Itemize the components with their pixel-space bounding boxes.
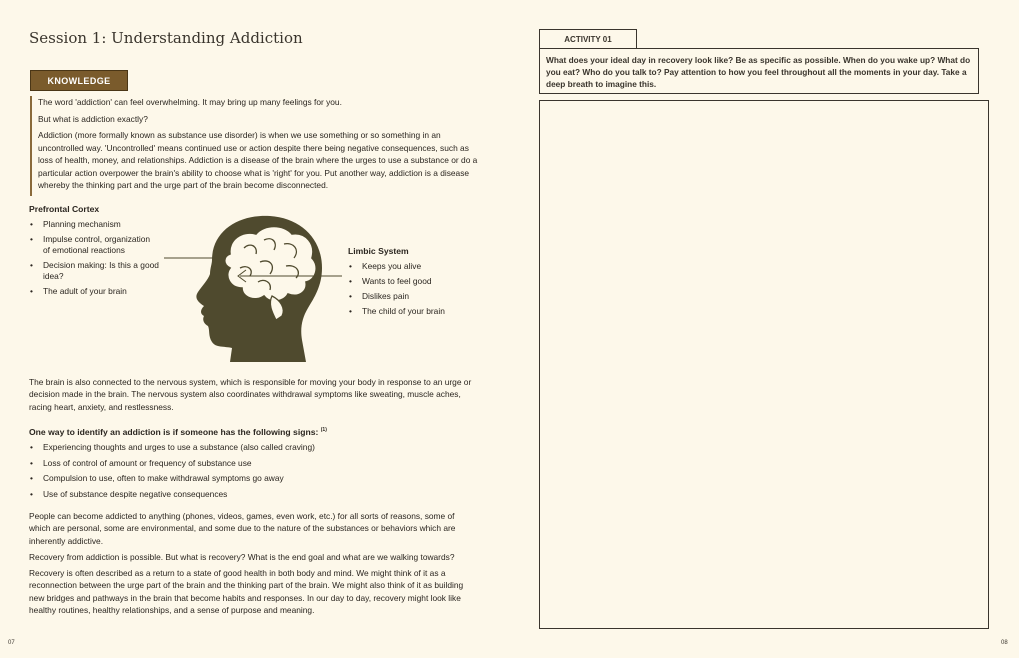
paragraph: Recovery is often described as a return to a state of good health in both body and mind. We might think of it as a reconnection between the urge part of the brain and the thinking part of the brain. We might also think of it as building new bridges and pathways in the brain that become habits and responses. In our day to day, recovery might look like healthy routines, healthy relationships, and a sense of purpose and meaning. [29, 568, 464, 616]
head-with-brain-icon [160, 212, 350, 364]
signs-title-text: One way to identify an addiction is if someone has the following signs: [29, 426, 319, 437]
page-number-left: 07 [8, 640, 15, 646]
left-page [0, 0, 509, 658]
list-item: • Decision making: Is this a good idea? [29, 260, 159, 282]
knowledge-badge: KNOWLEDGE [30, 70, 128, 91]
list-item: • Loss of control of amount or frequency of substance use [29, 458, 477, 469]
list-item: • Planning mechanism [29, 219, 159, 230]
page-title: Session 1: Understanding Addiction [29, 29, 303, 47]
knowledge-paragraph: Addiction (more formally known as substance use disorder) is when we use something or so something in an uncontrolled way. 'Uncontrolled' means continued use or action despite there being negative consequences, such as loss of health, money, and relationships. Addiction is a disease of the brain where the urges to use a substance or do a particular action overpower the brain's ability to choose what is 'right' for you. Put another way, addiction is a disease whereby the thinking part and the urge part of the brain become disconnected. [38, 130, 478, 190]
prefrontal-title: Prefrontal Cortex [29, 204, 100, 214]
signs-title [29, 424, 477, 438]
nervous-system-paragraph [29, 376, 477, 417]
list-item: • Dislikes pain [348, 291, 478, 302]
footnote-marker: (1) [320, 427, 327, 433]
prefrontal-cortex-list [29, 204, 159, 301]
list-item: • The adult of your brain [29, 286, 159, 297]
knowledge-block [30, 96, 486, 196]
list-item: • Wants to feel good [348, 276, 478, 287]
addiction-signs [29, 424, 477, 504]
list-item: • Keeps you alive [348, 261, 478, 272]
paragraph: Recovery from addiction is possible. But what is recovery? What is the end goal and what are we walking towards? [29, 551, 455, 562]
paragraph: People can become addicted to anything (phones, videos, games, even work, etc.) for all sorts of reasons, some of which are personal, some are environmental, and some due to the nature of the substances or behaviors which are inherently addictive. [29, 511, 456, 546]
knowledge-paragraph: But what is addiction exactly? [38, 113, 148, 124]
closing-paragraphs [29, 510, 477, 620]
list-item: • Use of substance despite negative consequences [29, 489, 477, 500]
answer-writing-area[interactable] [539, 100, 989, 629]
limbic-system-list [348, 246, 478, 321]
page-number-right: 08 [1001, 640, 1008, 646]
limbic-title: Limbic System [348, 246, 409, 256]
list-item: • Experiencing thoughts and urges to use a substance (also called craving) [29, 442, 477, 453]
activity-question: What does your ideal day in recovery look like? Be as specific as possible. When do you wake up? What do you eat? Who do you talk to? Pay attention to how you feel throughout all the moments in your day. Take a deep breath to imagine this. [539, 48, 979, 94]
list-item: • Compulsion to use, often to make withdrawal symptoms go away [29, 473, 477, 484]
list-item: • The child of your brain [348, 306, 478, 317]
knowledge-paragraph: The word 'addiction' can feel overwhelming. It may bring up many feelings for you. [38, 97, 342, 107]
activity-label: ACTIVITY 01 [539, 29, 637, 49]
list-item: • Impulse control, organization of emotional reactions [29, 234, 159, 256]
paragraph: The brain is also connected to the nervous system, which is responsible for moving your body in response to an urge or decision made in the brain. The nervous system also coordinates withdrawal symptoms like sweating, muscle aches, racing heart, anxiety, and restlessness. [29, 377, 472, 412]
